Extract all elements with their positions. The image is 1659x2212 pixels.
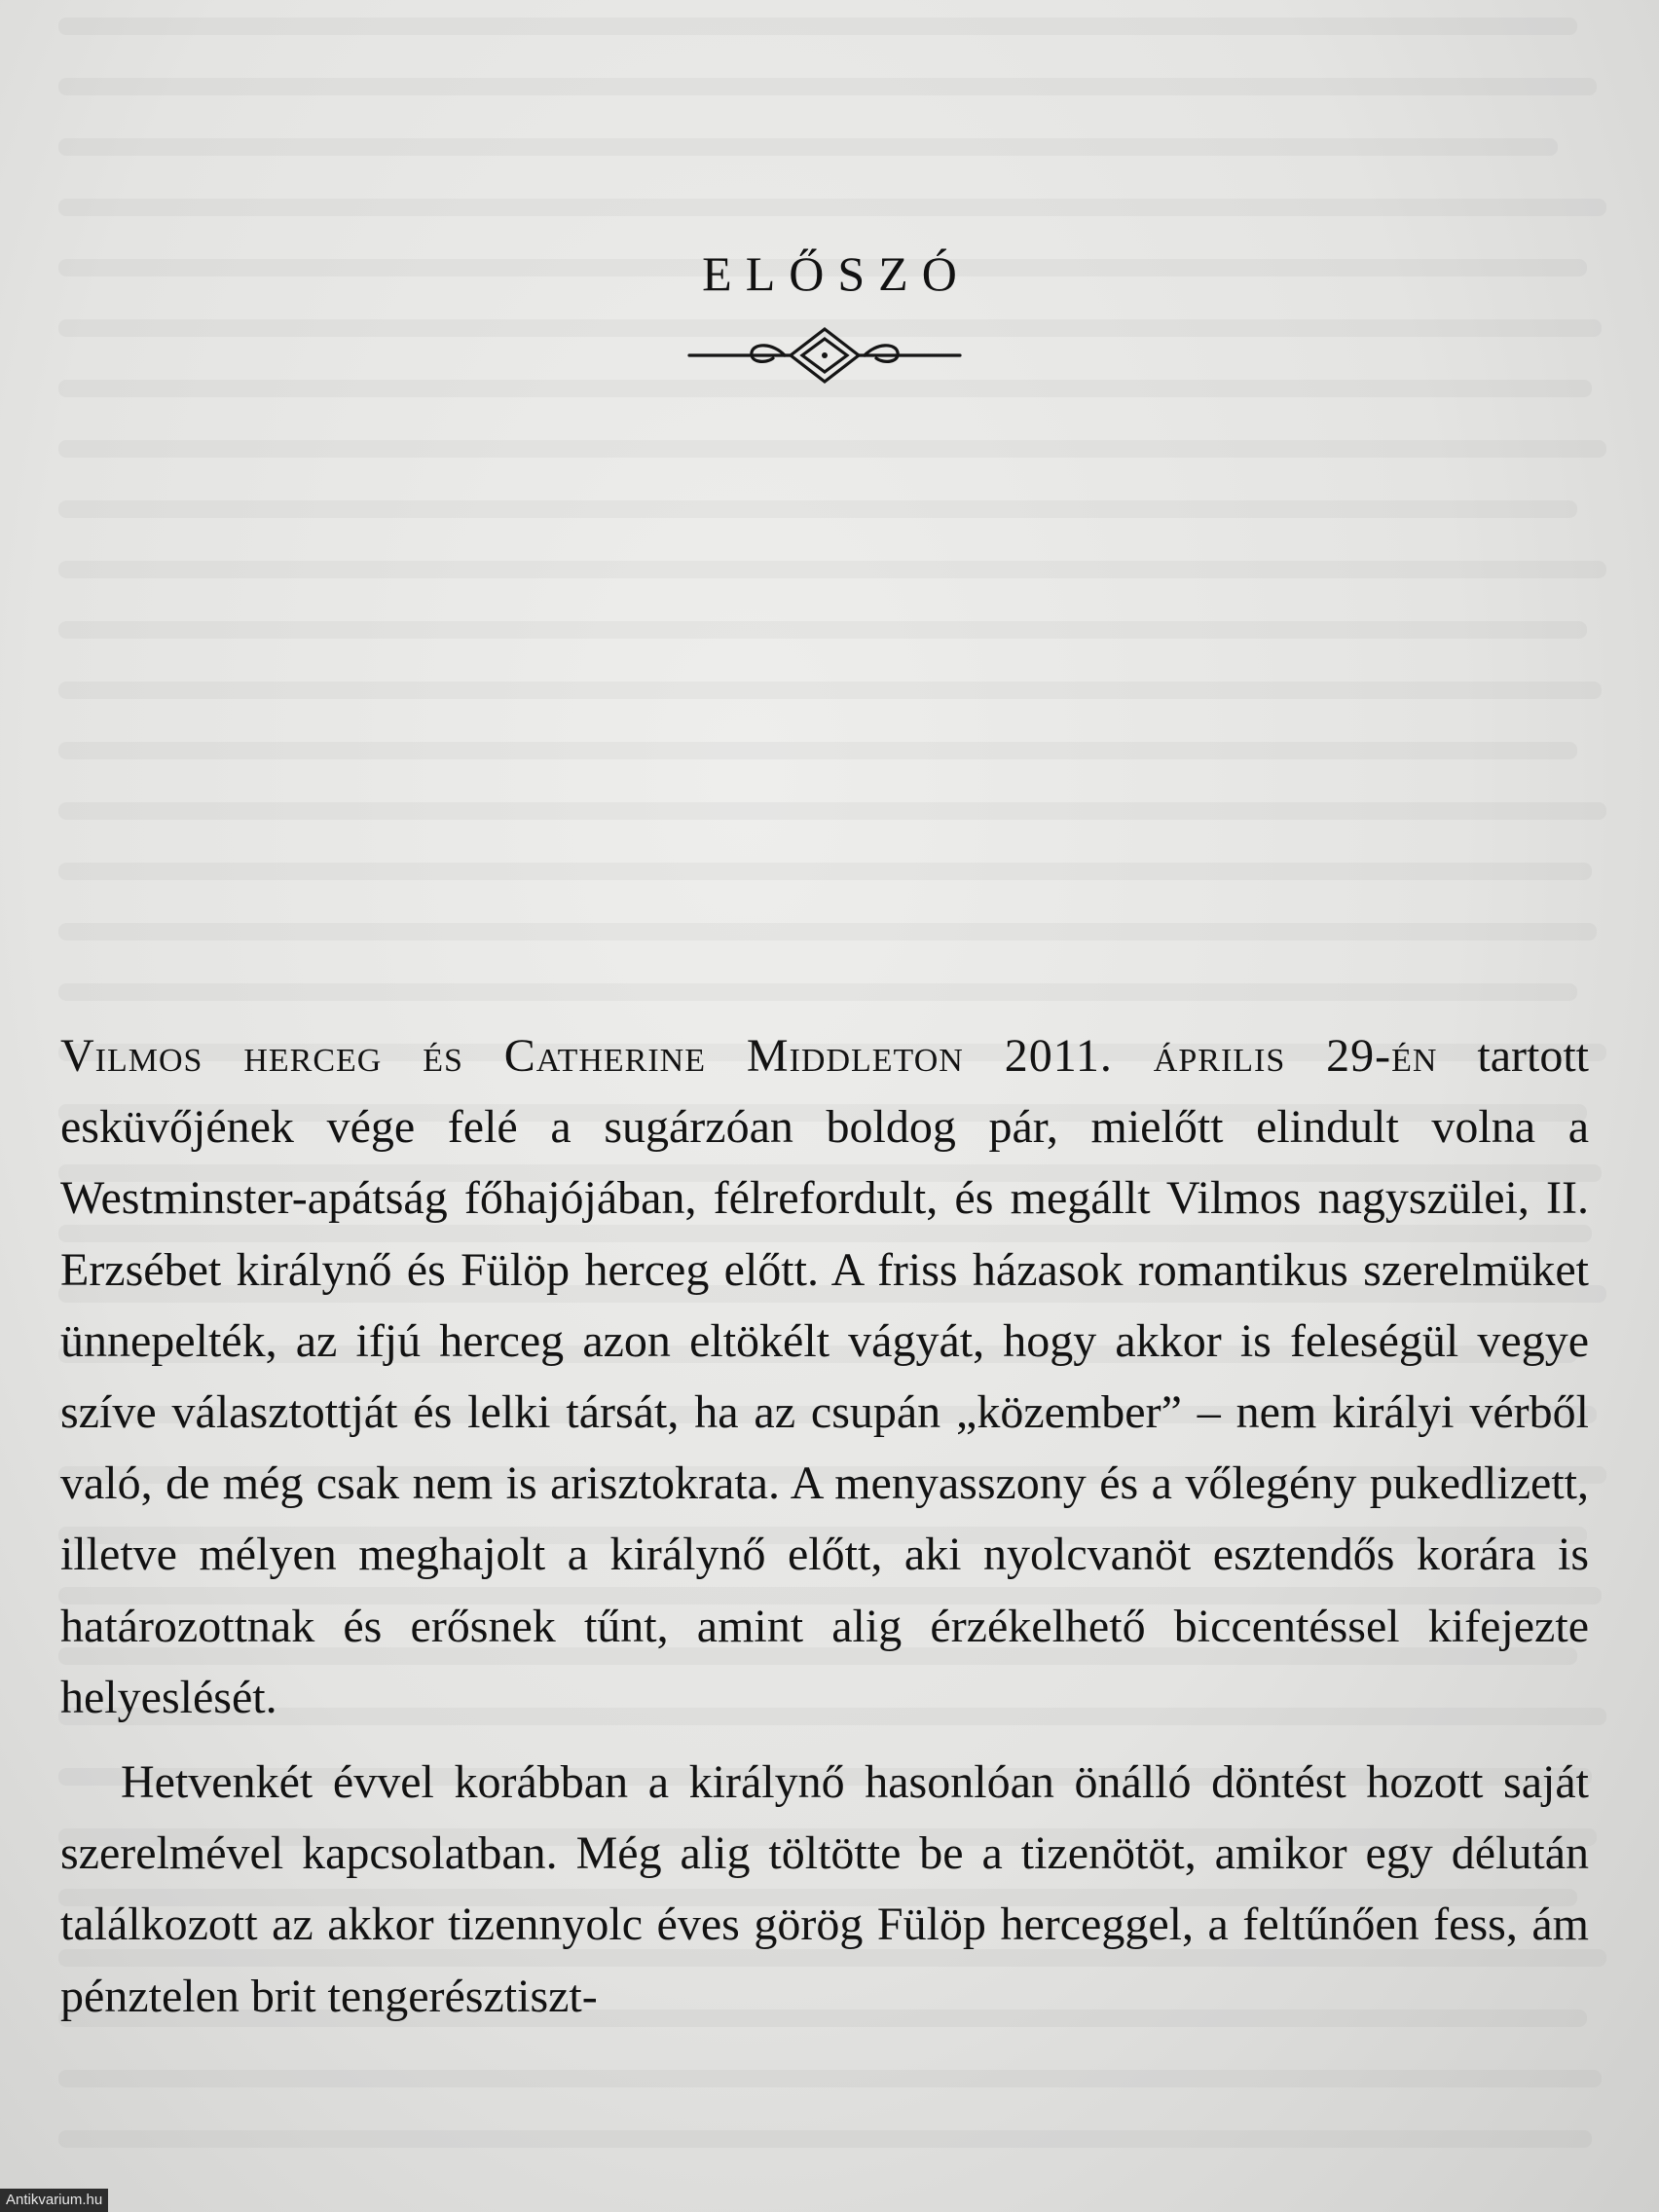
paragraph-second: Hetvenkét évvel korábban a királynő hasonlóan önálló döntést hozott saját szerelmével kapcsolatban. Még alig töltötte be a tizenötöt, amikor egy délután találkozott az akkor tizennyolc éves görög Fülöp herceggel, a feltűnően fess, ám pénztelen brit tengerésztiszt- xyxy=(60,1756,1589,2022)
paragraph-first-text: tartott esküvőjének vége felé a sugárzóan boldog pár, mielőtt elindult volna a Westminster-apátság főhajójában, félrefordult, és megállt Vilmos nagyszülei, II. Erzsébet királynő és Fülöp herceg előtt. A friss házasok romantikus szerelmüket ünnepelték, az ifjú herceg azon eltökélt vágyát, hogy akkor is feleségül vegye szíve választottját és lelki társát, ha az csupán „közember” – nem királyi vérből való, de még csak nem is arisztokrata. A menyasszony és a vőlegény pukedlizett, illetve mélyen meghajolt a királynő előtt, aki nyolcvanöt esztendős korára is határozottnak és erősnek tűnt, amint alig érzékelhető biccentéssel kifejezte helyeslését. xyxy=(60,1030,1589,1723)
chapter-heading: ELŐSZÓ xyxy=(702,246,971,301)
paragraph-first xyxy=(60,1020,1589,1733)
flourish-divider-icon xyxy=(683,323,966,387)
body-text xyxy=(60,1020,1589,2032)
paragraph-lead-in: Vilmos herceg és Catherine Middleton 2011. április 29-én xyxy=(60,1030,1438,1082)
watermark-label: Antikvarium.hu xyxy=(0,2189,108,2212)
